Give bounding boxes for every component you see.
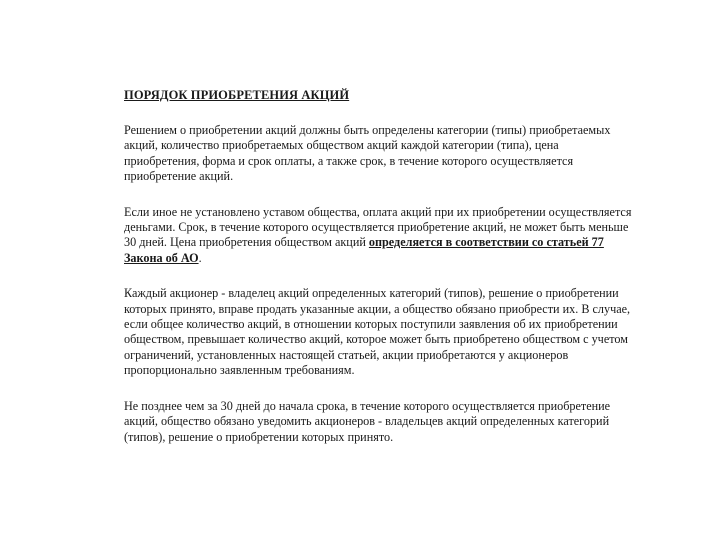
slide-content — [124, 88, 636, 445]
paragraph-notification — [124, 399, 636, 445]
paragraph-payment — [124, 205, 636, 267]
paragraph-text: Не позднее чем за 30 дней до начала срока, в течение которого осуществляется приобретение акций, общество обязано уведомить акционеров - владельцев акций определенных категорий (типов), решение о приобретении которых принято. — [124, 398, 611, 444]
paragraph-text: Каждый акционер - владелец акций определенных категорий (типов), решение о приобретении которых принято, вправе продать указанные акции, а общество обязано приобрести их. В случае, если общее количество акций, в отношении которых поступили заявления об их приобретении обществом, превышает количество акций, которое может быть приобретено обществом с учетом ограничений, установленных настоящей статьей, акции приобретаются у акционеров пропорционально заявленным требованиям. — [124, 286, 631, 378]
paragraph-text: Решением о приобретении акций должны быть определены категории (типы) приобретаемых акций, количество приобретаемых обществом акций каждой категории (типа), цена приобретения, форма и срок оплаты, а также срок, в течение которого осуществляется приобретение акций. — [124, 123, 611, 184]
paragraph-decision — [124, 123, 636, 185]
paragraph-text: Если иное не установлено уставом общества, оплата акций при их приобретении осуществляется деньгами. Срок, в течение которого осуществляется приобретение акций, не может быть меньше 30 дней. Цена приобретения обществом акций — [124, 204, 632, 250]
slide-title: ПОРЯДОК ПРИОБРЕТЕНИЯ АКЦИЙ — [124, 88, 350, 102]
paragraph-tail: . — [198, 250, 202, 265]
law-reference: определяется в соответствии со статьей 77 Закона об АО — [124, 235, 604, 265]
paragraph-shareholder-right — [124, 286, 636, 378]
